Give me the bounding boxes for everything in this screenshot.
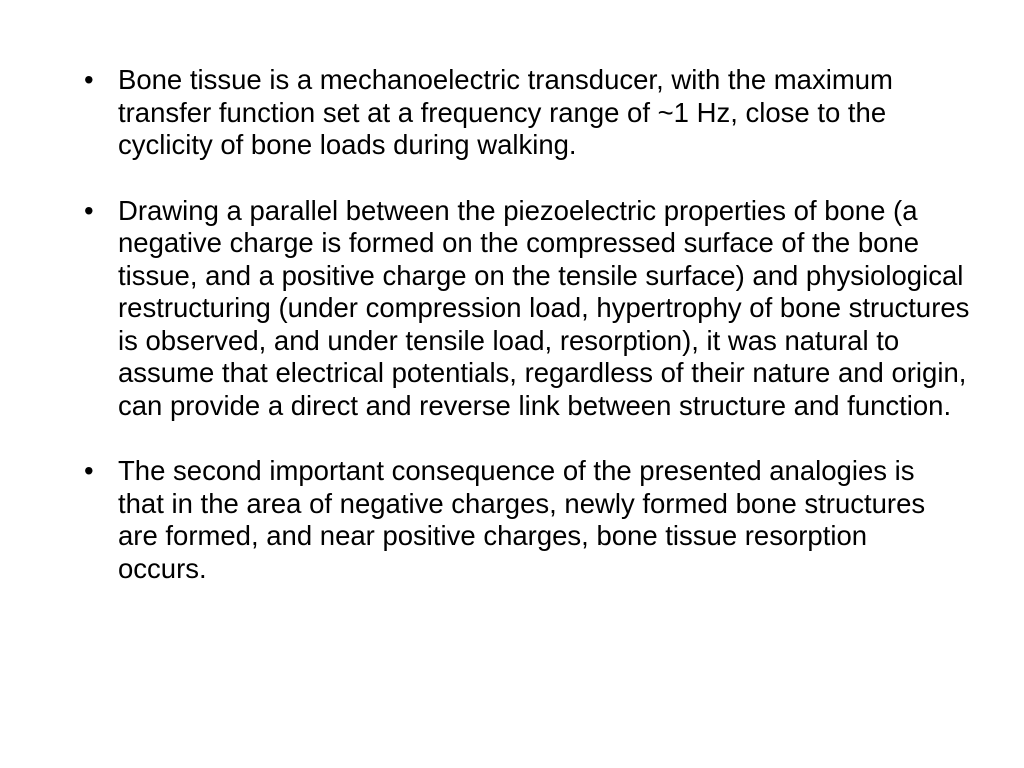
bullet-item (84, 64, 950, 162)
bullet-text: The second important consequence of the presented analogies is that in the area of negative charges, newly formed bone structures are formed, and near positive charges, bone tissue resorption occurs. (118, 455, 926, 584)
bullet-item (84, 195, 982, 423)
bullet-icon: • (84, 64, 94, 95)
bullet-icon: • (84, 455, 94, 486)
bullet-text: Bone tissue is a mechanoelectric transducer, with the maximum transfer function set at a frequency range of ~1 Hz, close to the cyclicity of bone loads during walking. (118, 64, 893, 160)
bullet-icon: • (84, 194, 94, 226)
bullet-text: Drawing a parallel between the piezoelectric properties of bone (a negative charge is formed on the compressed surface of the bone tissue, and a positive charge on the tensile surface) and physiological restructuring (under compression load, hypertrophy of bone structures is observed, and under tensile load, resorption), it was natural to assume that electrical potentials, regardless of their nature and origin, can provide a direct and reverse link between structure and function. (118, 194, 970, 421)
bullet-item (84, 455, 958, 585)
bullet-list (84, 64, 984, 618)
